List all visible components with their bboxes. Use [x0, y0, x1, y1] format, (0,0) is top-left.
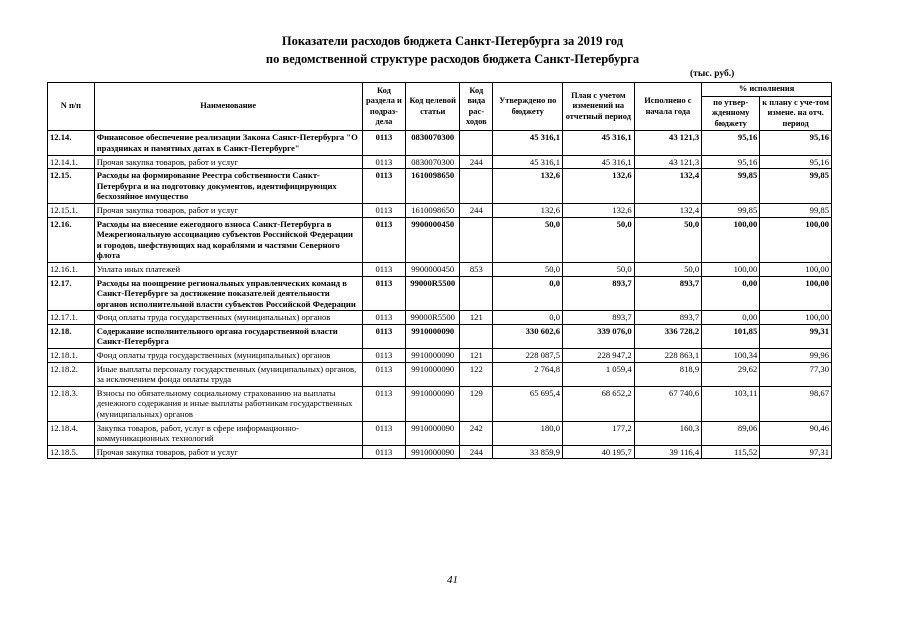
- cell-section: 0113: [362, 155, 406, 169]
- cell-plan: 68 652,2: [563, 386, 635, 421]
- cell-approved: 0,0: [493, 276, 563, 311]
- cell-approved: 65 695,4: [493, 386, 563, 421]
- cell-plan: 40 195,7: [563, 445, 635, 459]
- cell-approved: 50,0: [493, 262, 563, 276]
- cell-approved: 45 316,1: [493, 131, 563, 155]
- cell-pct-plan: 100,00: [760, 262, 832, 276]
- cell-name: Прочая закупка товаров, работ и услуг: [94, 445, 362, 459]
- header-num: N п/п: [48, 83, 95, 131]
- cell-plan: 45 316,1: [563, 131, 635, 155]
- cell-pct-plan: 95,16: [760, 131, 832, 155]
- cell-pct-plan: 98,67: [760, 386, 832, 421]
- cell-article: 9910000090: [406, 421, 460, 445]
- cell-num: 12.18.1.: [48, 349, 95, 363]
- cell-name: Содержание исполнительного органа государственной власти Санкт-Петербурга: [94, 324, 362, 348]
- cell-plan: 893,7: [563, 276, 635, 311]
- cell-executed: 67 740,6: [634, 386, 701, 421]
- header-pct-plan: к плану с уче-том измене. на отч. период: [760, 96, 832, 131]
- cell-num: 12.17.: [48, 276, 95, 311]
- page-number: 41: [447, 574, 458, 586]
- cell-section: 0113: [362, 169, 406, 204]
- cell-num: 12.18.5.: [48, 445, 95, 459]
- cell-pct-plan: 99,85: [760, 203, 832, 217]
- cell-num: 12.18.4.: [48, 421, 95, 445]
- cell-pct-approved: 100,34: [702, 349, 760, 363]
- cell-section: 0113: [362, 421, 406, 445]
- cell-approved: 228 087,5: [493, 349, 563, 363]
- cell-pct-approved: 0,00: [702, 311, 760, 325]
- cell-article: 9910000090: [406, 324, 460, 348]
- cell-pct-approved: 100,00: [702, 262, 760, 276]
- cell-plan: 339 076,0: [563, 324, 635, 348]
- cell-executed: 132,4: [634, 203, 701, 217]
- cell-section: 0113: [362, 324, 406, 348]
- cell-executed: 43 121,3: [634, 155, 701, 169]
- cell-name: Прочая закупка товаров, работ и услуг: [94, 203, 362, 217]
- cell-approved: 180,0: [493, 421, 563, 445]
- cell-num: 12.18.3.: [48, 386, 95, 421]
- cell-approved: 132,6: [493, 203, 563, 217]
- cell-section: 0113: [362, 362, 406, 386]
- title-line-2: по ведомственной структуре расходов бюджета Санкт-Петербурга: [265, 52, 640, 66]
- table-row: [48, 155, 832, 169]
- cell-pct-approved: 99,85: [702, 203, 760, 217]
- header-article: Код целевой статьи: [406, 83, 460, 131]
- cell-plan: 45 316,1: [563, 155, 635, 169]
- cell-executed: 132,4: [634, 169, 701, 204]
- cell-approved: 330 602,6: [493, 324, 563, 348]
- cell-pct-approved: 95,16: [702, 155, 760, 169]
- table-row: [48, 217, 832, 262]
- cell-section: 0113: [362, 386, 406, 421]
- cell-num: 12.17.1.: [48, 311, 95, 325]
- cell-num: 12.15.: [48, 169, 95, 204]
- table-row: [48, 262, 832, 276]
- table-row: [48, 131, 832, 155]
- table-row: [48, 169, 832, 204]
- cell-type: 244: [460, 445, 493, 459]
- cell-article: 9910000090: [406, 362, 460, 386]
- cell-section: 0113: [362, 349, 406, 363]
- table-row: [48, 276, 832, 311]
- title-line-1: Показатели расходов бюджета Санкт-Петербурга за 2019 год: [281, 34, 624, 48]
- cell-approved: 2 764,8: [493, 362, 563, 386]
- cell-section: 0113: [362, 217, 406, 262]
- cell-plan: 132,6: [563, 169, 635, 204]
- cell-plan: 1 059,4: [563, 362, 635, 386]
- cell-num: 12.18.: [48, 324, 95, 348]
- cell-pct-plan: 99,85: [760, 169, 832, 204]
- cell-approved: 33 859,9: [493, 445, 563, 459]
- cell-num: 12.15.1.: [48, 203, 95, 217]
- cell-article: 9910000090: [406, 349, 460, 363]
- cell-pct-approved: 89,06: [702, 421, 760, 445]
- cell-pct-plan: 100,00: [760, 276, 832, 311]
- header-executed: Исполнено с начала года: [634, 83, 701, 131]
- cell-type: [460, 131, 493, 155]
- cell-pct-approved: 103,11: [702, 386, 760, 421]
- cell-pct-approved: 29,62: [702, 362, 760, 386]
- cell-section: 0113: [362, 276, 406, 311]
- table-row: [48, 386, 832, 421]
- cell-name: Финансовое обеспечение реализации Закона Санкт-Петербурга "О праздниках и памятных датах в Санкт-Петербурге": [94, 131, 362, 155]
- cell-pct-approved: 101,85: [702, 324, 760, 348]
- cell-type: [460, 276, 493, 311]
- cell-section: 0113: [362, 131, 406, 155]
- cell-section: 0113: [362, 262, 406, 276]
- table-row: [48, 445, 832, 459]
- cell-num: 12.14.: [48, 131, 95, 155]
- cell-num: 12.16.: [48, 217, 95, 262]
- table-header: [48, 83, 832, 131]
- cell-name: Уплата иных платежей: [94, 262, 362, 276]
- cell-article: 99000R5500: [406, 311, 460, 325]
- cell-name: Взносы по обязательному социальному страхованию на выплаты денежного содержания и иные выплаты работникам государственных (муниципальных) органов: [94, 386, 362, 421]
- cell-pct-plan: 100,00: [760, 217, 832, 262]
- cell-pct-plan: 99,96: [760, 349, 832, 363]
- cell-pct-plan: 77,30: [760, 362, 832, 386]
- cell-article: 0830070300: [406, 155, 460, 169]
- cell-type: 853: [460, 262, 493, 276]
- cell-executed: 336 728,2: [634, 324, 701, 348]
- cell-pct-approved: 99,85: [702, 169, 760, 204]
- cell-name: Расходы на поощрение региональных управленческих команд в Санкт-Петербурге за достижение показателей деятельности органов исполнительной власти субъектов Российской Федерации: [94, 276, 362, 311]
- cell-pct-approved: 100,00: [702, 217, 760, 262]
- cell-article: 0830070300: [406, 131, 460, 155]
- cell-article: 99000R5500: [406, 276, 460, 311]
- cell-pct-plan: 95,16: [760, 155, 832, 169]
- cell-type: [460, 169, 493, 204]
- table-row: [48, 324, 832, 348]
- cell-article: 9900000450: [406, 262, 460, 276]
- cell-approved: 132,6: [493, 169, 563, 204]
- units-label: (тыс. руб.): [690, 69, 735, 79]
- cell-pct-plan: 100,00: [760, 311, 832, 325]
- budget-table: [47, 82, 832, 459]
- cell-section: 0113: [362, 445, 406, 459]
- table-row: [48, 421, 832, 445]
- cell-name: Фонд оплаты труда государственных (муниципальных) органов: [94, 311, 362, 325]
- cell-executed: 43 121,3: [634, 131, 701, 155]
- table-row: [48, 362, 832, 386]
- header-approved: Утверждено по бюджету: [493, 83, 563, 131]
- cell-type: [460, 217, 493, 262]
- cell-article: 1610098650: [406, 169, 460, 204]
- cell-executed: 160,3: [634, 421, 701, 445]
- cell-plan: 228 947,2: [563, 349, 635, 363]
- cell-approved: 0,0: [493, 311, 563, 325]
- cell-executed: 50,0: [634, 262, 701, 276]
- cell-name: Расходы на формирование Реестра собственности Санкт-Петербурга и на подготовку документов, идентифицирующих бесхозяйное имущество: [94, 169, 362, 204]
- cell-section: 0113: [362, 311, 406, 325]
- cell-num: 12.14.1.: [48, 155, 95, 169]
- cell-executed: 39 116,4: [634, 445, 701, 459]
- header-pct-approved: по утвер-жденному бюджету: [702, 96, 760, 131]
- cell-approved: 50,0: [493, 217, 563, 262]
- cell-plan: 50,0: [563, 262, 635, 276]
- cell-executed: 228 863,1: [634, 349, 701, 363]
- cell-pct-plan: 99,31: [760, 324, 832, 348]
- cell-name: Прочая закупка товаров, работ и услуг: [94, 155, 362, 169]
- cell-article: 9910000090: [406, 445, 460, 459]
- cell-pct-approved: 115,52: [702, 445, 760, 459]
- header-section: Код раздела и подраз-дела: [362, 83, 406, 131]
- cell-pct-plan: 97,31: [760, 445, 832, 459]
- cell-num: 12.16.1.: [48, 262, 95, 276]
- cell-article: 9910000090: [406, 386, 460, 421]
- cell-plan: 893,7: [563, 311, 635, 325]
- header-name: Наименование: [94, 83, 362, 131]
- cell-name: Иные выплаты персоналу государственных (муниципальных) органов, за исключением фонда оплаты труда: [94, 362, 362, 386]
- cell-plan: 132,6: [563, 203, 635, 217]
- cell-type: 244: [460, 155, 493, 169]
- cell-pct-approved: 95,16: [702, 131, 760, 155]
- cell-executed: 50,0: [634, 217, 701, 262]
- cell-type: [460, 324, 493, 348]
- cell-plan: 177,2: [563, 421, 635, 445]
- cell-pct-approved: 0,00: [702, 276, 760, 311]
- cell-num: 12.18.2.: [48, 362, 95, 386]
- cell-article: 9900000450: [406, 217, 460, 262]
- header-type: Код вида рас-ходов: [460, 83, 493, 131]
- cell-type: 244: [460, 203, 493, 217]
- cell-type: 121: [460, 311, 493, 325]
- cell-executed: 893,7: [634, 311, 701, 325]
- cell-approved: 45 316,1: [493, 155, 563, 169]
- cell-type: 121: [460, 349, 493, 363]
- table-row: [48, 311, 832, 325]
- header-percent-group: % исполнения: [702, 83, 832, 97]
- cell-name: Фонд оплаты труда государственных (муниципальных) органов: [94, 349, 362, 363]
- cell-pct-plan: 90,46: [760, 421, 832, 445]
- header-plan: План с учетом изменений на отчетный период: [563, 83, 635, 131]
- cell-article: 1610098650: [406, 203, 460, 217]
- cell-plan: 50,0: [563, 217, 635, 262]
- cell-executed: 818,9: [634, 362, 701, 386]
- table-row: [48, 203, 832, 217]
- cell-type: 122: [460, 362, 493, 386]
- cell-name: Закупка товаров, работ, услуг в сфере информационно-коммуникационных технологий: [94, 421, 362, 445]
- cell-executed: 893,7: [634, 276, 701, 311]
- cell-name: Расходы на внесение ежегодного взноса Санкт-Петербурга в Межрегиональную ассоциацию субъектов Российской Федерации и городов, шефствующих над кораблями и частями Северного флота: [94, 217, 362, 262]
- table-body: [48, 131, 832, 459]
- document-title: [0, 32, 905, 68]
- cell-section: 0113: [362, 203, 406, 217]
- cell-type: 129: [460, 386, 493, 421]
- cell-type: 242: [460, 421, 493, 445]
- table-row: [48, 349, 832, 363]
